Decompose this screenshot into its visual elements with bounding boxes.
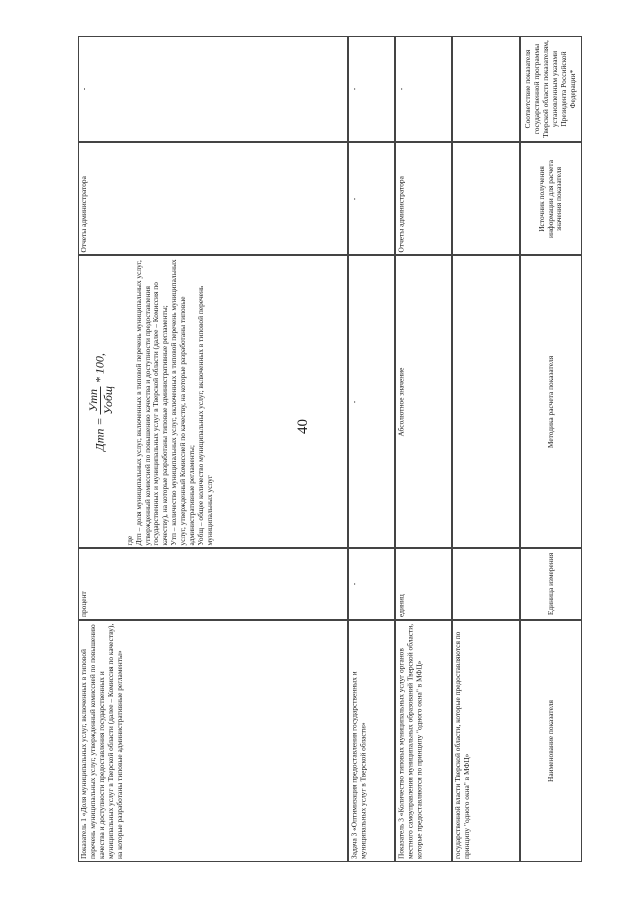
cell-content: [80, 145, 346, 252]
table-cell-compliance: [78, 36, 348, 142]
cell-content: [522, 145, 580, 252]
cell-content: [522, 258, 580, 545]
table-cell-unit: [78, 548, 348, 620]
formula-fraction: [86, 386, 116, 414]
header-text: Единица измерения: [545, 552, 555, 616]
cell-content: [454, 623, 518, 859]
table-cell-name: [395, 620, 452, 862]
header-text: Соответствие показателя государственной программы Тверской области показателям, установленным указами Президента Российской Федерации*: [523, 40, 577, 138]
table-cell-name: [452, 620, 520, 862]
table-cell-unit: [452, 548, 520, 620]
page-number: 40: [295, 419, 311, 434]
compliance-text: -: [349, 87, 358, 91]
table-cell-method: [348, 255, 395, 548]
formula-numerator: Утп: [86, 386, 101, 414]
table-cell-unit: [395, 548, 452, 620]
cell-content: [80, 551, 346, 617]
cell-content: [454, 551, 518, 617]
name-text: Задача 3 «Оптимизация предоставления государственных и муниципальных услуг в Тверской области»: [349, 671, 367, 859]
cell-content: [454, 145, 518, 252]
formula: [80, 258, 126, 545]
method-line: Утп – количество муниципальных услуг, включенных в типовой перечень муниципальных услуг, утвержденный Комиссией по качеству, на которые разработаны типовые административные регламенты;: [169, 258, 196, 545]
cell-content: [350, 258, 393, 545]
header-cell-method: [520, 255, 582, 548]
method-text: Абсолютное значение: [396, 367, 405, 436]
table-cell-source: [395, 142, 452, 255]
header-cell-unit: [520, 548, 582, 620]
cell-content: [522, 551, 580, 617]
compliance-text: -: [396, 87, 405, 91]
name-text: Показатель 1 «Доля муниципальных услуг, включенных в типовой перечень муниципальных услуг, утвержденный комиссией по повышению качества и доступности предоставления государственных и муниципальных услуг в Тверской области (далее – Комиссия по качеству), на которые разработаны типовые административные регламенты»: [79, 623, 124, 859]
table-cell-compliance: [348, 36, 395, 142]
cell-content: [522, 39, 580, 139]
table-cell-name: [348, 620, 395, 862]
cell-content: [80, 258, 346, 545]
name-text: Показатель 3 «Количество типовых муниципальных услуг органов местного самоуправления муниципальных образований Тверской области, которые предоставляются по принципу "одного окна" в МФЦ»: [396, 623, 423, 859]
table-cell-compliance: [452, 36, 520, 142]
cell-content: [80, 623, 346, 859]
compliance-text: -: [79, 87, 88, 91]
cell-content: [80, 39, 346, 139]
formula-lhs: Дтп =: [92, 414, 107, 451]
header-text: Методика расчета показателя: [545, 355, 555, 448]
cell-content: [397, 39, 450, 139]
header-cell-source: [520, 142, 582, 255]
method-line: Уобщ – общее количество муниципальных услуг, включенных в типовой перечень муниципальных услуг: [195, 285, 214, 545]
source-text: Отчеты администратора: [79, 175, 88, 252]
table-grid: [70, 36, 582, 862]
header-text: Наименование показателя: [545, 700, 555, 782]
source-text: Отчеты администратора: [396, 175, 405, 252]
header-text: Источник получения информации для расчета значения показателя: [536, 159, 564, 238]
cell-content: [454, 258, 518, 545]
table-cell-source: [452, 142, 520, 255]
cell-content: [350, 551, 393, 617]
source-text: -: [349, 197, 358, 200]
cell-content: [350, 623, 393, 859]
header-cell-compliance: [520, 36, 582, 142]
cell-content: [350, 39, 393, 139]
method-line: Дтп – доля муниципальных услуг, включенных в типовой перечень муниципальных услуг, утвержденный комиссией по повышению качества и доступности предоставления государственных и муниципальных услуг в Тверской области (далее – Комиссия по качеству), на которые разработаны типовые административные регламенты;: [133, 259, 170, 545]
cell-content: [397, 145, 450, 252]
unit-text: единиц: [396, 594, 405, 617]
table-cell-compliance: [395, 36, 452, 142]
cell-content: [397, 258, 450, 545]
table-cell-name: [78, 620, 348, 862]
formula-tail: * 100,: [92, 352, 107, 386]
cell-content: [454, 39, 518, 139]
table-cell-source: [78, 142, 348, 255]
unit-text: -: [349, 582, 358, 586]
formula-denominator: Уобщ: [101, 385, 116, 415]
table-cell-unit: [348, 548, 395, 620]
cell-content: [397, 623, 450, 859]
unit-text: процент: [79, 591, 88, 617]
header-cell-name: [520, 620, 582, 862]
cell-content: [350, 145, 393, 252]
method-text: -: [349, 400, 358, 403]
table-cell-method: [78, 255, 348, 548]
cell-content: [397, 551, 450, 617]
table-cell-method: [395, 255, 452, 548]
method-line: где: [124, 535, 134, 545]
table-cell-source: [348, 142, 395, 255]
name-text: государственной власти Тверской области, которые предоставляются по принципу "одного окна" в МФЦ»: [453, 631, 471, 859]
cell-content: [522, 623, 580, 859]
table-cell-method: [452, 255, 520, 548]
